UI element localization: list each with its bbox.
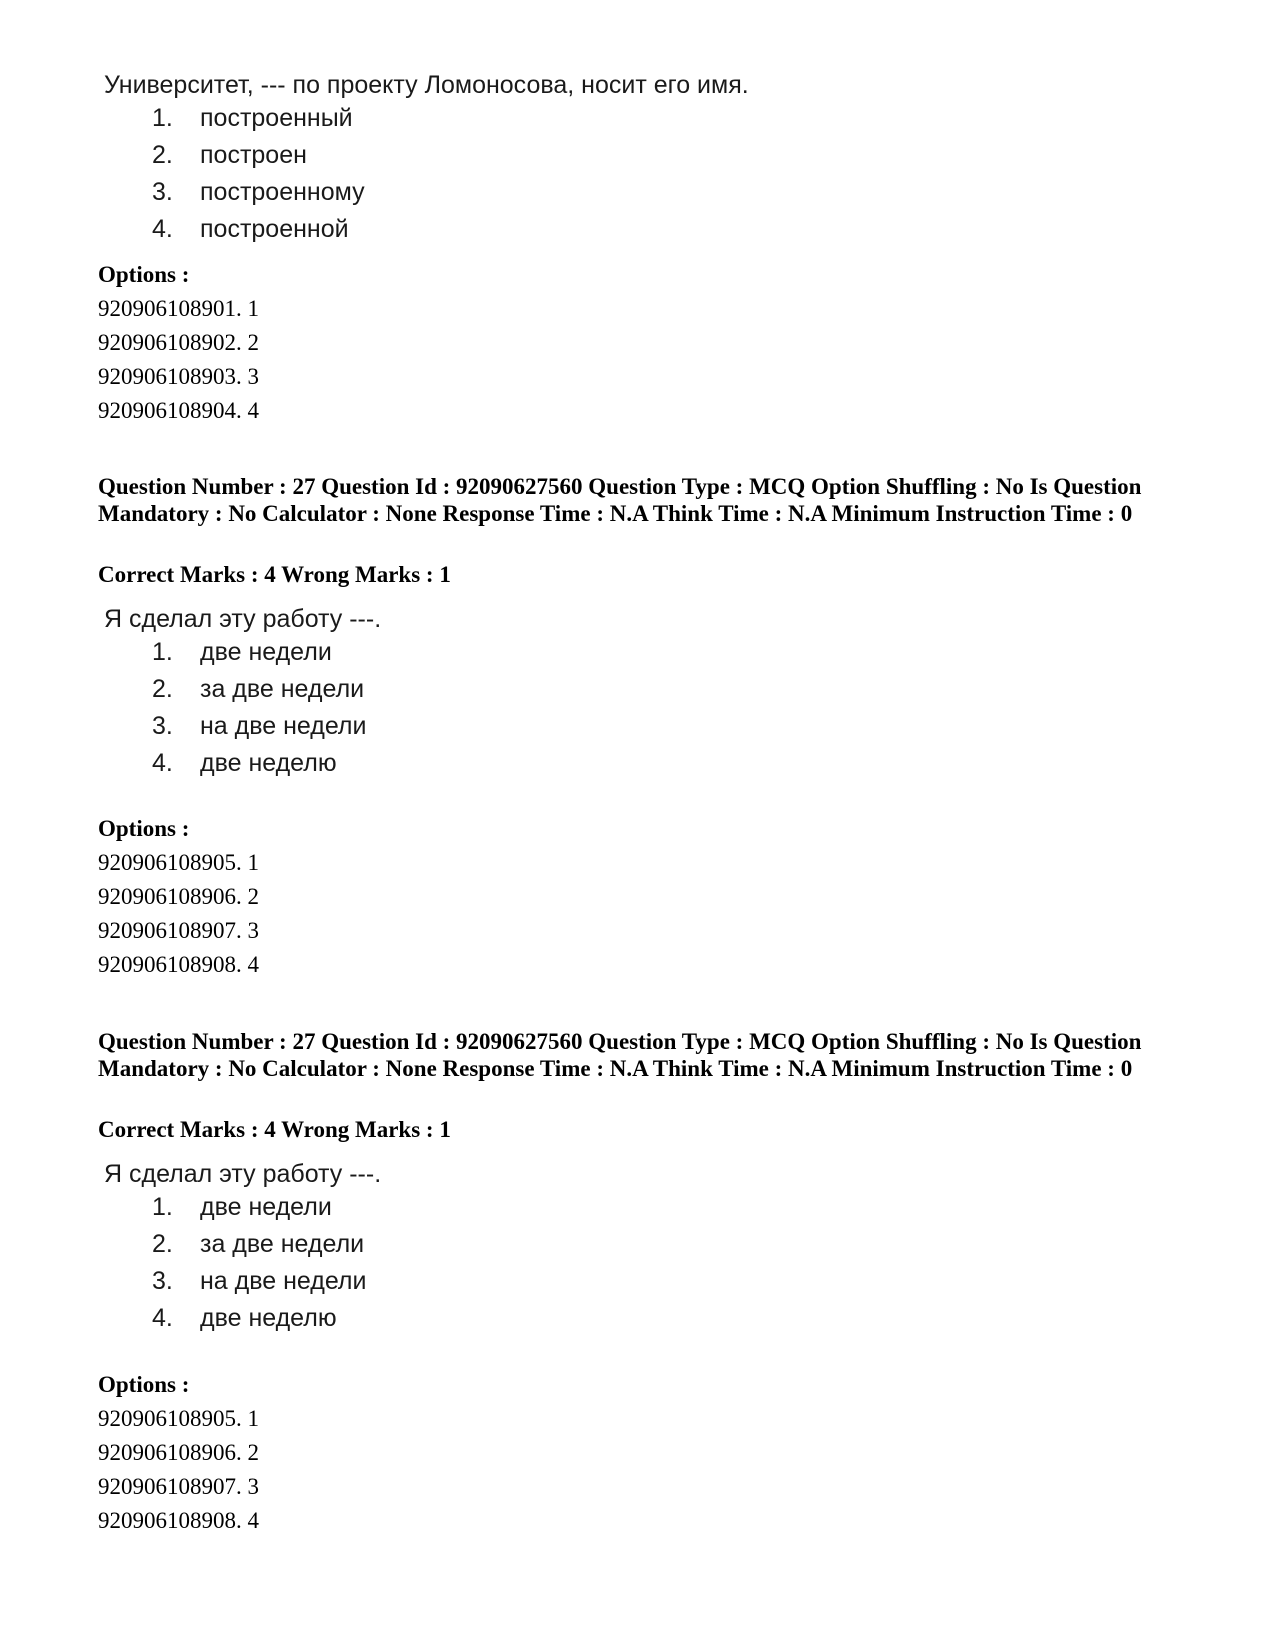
choice-number: 2. (152, 675, 173, 703)
marks-line: Correct Marks : 4 Wrong Marks : 1 (98, 562, 451, 587)
choice-item (100, 1263, 381, 1300)
question-meta: Question Number : 27 Question Id : 92090627560 Question Type : MCQ Option Shuffling : No Is Question Mandatory : No Calculator : None Response Time : N.A Think Time : N.A Minimum Instruction Time : 0 (98, 1029, 1142, 1081)
choice-list (100, 1189, 381, 1337)
choice-item (100, 745, 381, 782)
choice-item (100, 634, 381, 671)
choice-text: построен (200, 141, 307, 169)
choice-item (100, 100, 749, 137)
choice-item (100, 671, 381, 708)
option-item: 920906108906. 2 (98, 1440, 259, 1465)
options-list (98, 846, 259, 982)
choice-number: 1. (152, 1193, 173, 1221)
choice-number: 1. (152, 638, 173, 666)
choice-number: 2. (152, 1230, 173, 1258)
choice-number: 4. (152, 215, 173, 243)
question-stem: Университет, --- по проекту Ломоносова, носит его имя. (104, 71, 749, 99)
options-label: Options : (98, 1372, 190, 1397)
option-item: 920906108902. 2 (98, 330, 259, 355)
choice-item (100, 137, 749, 174)
choice-item (100, 1300, 381, 1337)
choice-text: построенный (200, 104, 353, 132)
option-item: 920906108908. 4 (98, 1508, 259, 1533)
option-item: 920906108908. 4 (98, 952, 259, 977)
question-image (100, 1159, 381, 1337)
choice-text: две неделю (200, 749, 337, 777)
options-list (98, 292, 259, 428)
marks-line: Correct Marks : 4 Wrong Marks : 1 (98, 1117, 451, 1142)
question-stem: Я сделал эту работу ---. (104, 1160, 382, 1188)
choice-item (100, 708, 381, 745)
option-item: 920906108903. 3 (98, 364, 259, 389)
choice-text: на две недели (200, 1267, 367, 1295)
choice-number: 4. (152, 749, 173, 777)
choice-text: на две недели (200, 712, 367, 740)
options-label: Options : (98, 262, 190, 287)
question-stem: Я сделал эту работу ---. (104, 605, 382, 633)
choice-item (100, 211, 749, 248)
option-item: 920906108904. 4 (98, 398, 259, 423)
option-item: 920906108901. 1 (98, 296, 259, 321)
choice-text: две недели (200, 1193, 332, 1221)
options-label: Options : (98, 816, 190, 841)
choice-text: за две недели (200, 675, 365, 703)
option-item: 920906108906. 2 (98, 884, 259, 909)
choice-list (100, 100, 749, 248)
choice-number: 1. (152, 104, 173, 132)
choice-number: 4. (152, 1304, 173, 1332)
choice-text: построенной (200, 215, 349, 243)
option-item: 920906108907. 3 (98, 918, 259, 943)
choice-text: две неделю (200, 1304, 337, 1332)
choice-number: 2. (152, 141, 173, 169)
question-image (100, 70, 749, 248)
choice-text: две недели (200, 638, 332, 666)
choice-item (100, 174, 749, 211)
option-item: 920906108905. 1 (98, 850, 259, 875)
choice-number: 3. (152, 1267, 173, 1295)
options-list (98, 1402, 259, 1538)
choice-number: 3. (152, 712, 173, 740)
question-image (100, 604, 381, 782)
question-meta: Question Number : 27 Question Id : 92090627560 Question Type : MCQ Option Shuffling : No Is Question Mandatory : No Calculator : None Response Time : N.A Think Time : N.A Minimum Instruction Time : 0 (98, 474, 1142, 526)
option-item: 920906108907. 3 (98, 1474, 259, 1499)
option-item: 920906108905. 1 (98, 1406, 259, 1431)
choice-list (100, 634, 381, 782)
choice-text: за две недели (200, 1230, 365, 1258)
choice-item (100, 1226, 381, 1263)
choice-item (100, 1189, 381, 1226)
choice-text: построенному (200, 178, 365, 206)
choice-number: 3. (152, 178, 173, 206)
